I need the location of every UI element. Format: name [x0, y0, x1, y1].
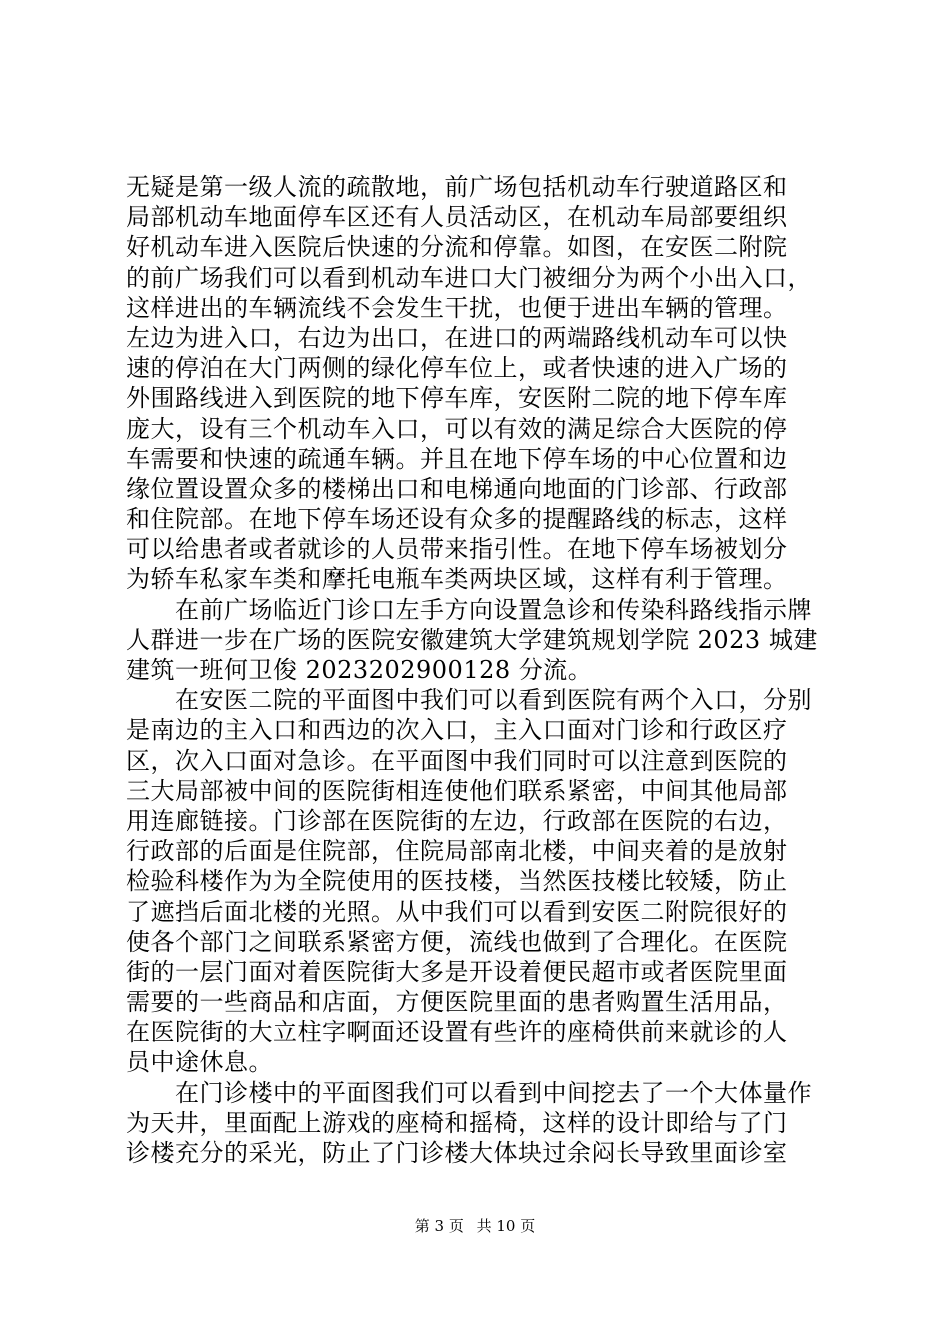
- text-line: 可以给患者或者就诊的人员带来指引性。在地下停车场被划分: [126, 535, 788, 564]
- text-line: 用连廊链接。门诊部在医院街的左边，行政部在医院的右边，: [126, 806, 788, 835]
- text-line: 庞大，设有三个机动车入口，可以有效的满足综合大医院的停: [126, 414, 788, 443]
- text-line: 区，次入口面对急诊。在平面图中我们同时可以注意到医院的: [126, 746, 788, 775]
- text-line: 在安医二院的平面图中我们可以看到医院有两个入口，分别: [126, 686, 812, 715]
- text-line: 员中途休息。: [126, 1048, 273, 1077]
- text-line: 局部机动车地面停车区还有人员活动区，在机动车局部要组织: [126, 203, 788, 232]
- text-line: 的前广场我们可以看到机动车进口大门被细分为两个小出入口，: [126, 263, 812, 292]
- text-line: 为轿车私家车类和摩托电瓶车类两块区域，这样有利于管理。: [126, 565, 788, 594]
- text-line: 街的一层门面对着医院街大多是开设着便民超市或者医院里面: [126, 957, 788, 986]
- text-line: 在门诊楼中的平面图我们可以看到中间挖去了一个大体量作: [126, 1078, 812, 1107]
- page-footer: [0, 1216, 950, 1236]
- body-text: [126, 172, 828, 1168]
- page-total: 共 10 页: [476, 1217, 536, 1235]
- text-line: 需要的一些商品和店面，方便医院里面的患者购置生活用品，: [126, 988, 788, 1017]
- text-line: 在医院街的大立柱字啊面还设置有些许的座椅供前来就诊的人: [126, 1018, 788, 1047]
- text-line: 缘位置设置众多的楼梯出口和电梯通向地面的门诊部、行政部: [126, 474, 788, 503]
- text-line: 了遮挡后面北楼的光照。从中我们可以看到安医二附院很好的: [126, 897, 788, 926]
- text-line: 建筑一班何卫俊 2023202900128 分流。: [126, 656, 593, 684]
- text-line: 使各个部门之间联系紧密方便，流线也做到了合理化。在医院: [126, 927, 788, 956]
- text-line: 是南边的主入口和西边的次入口，主入口面对门诊和行政区疗: [126, 716, 788, 745]
- text-line: 这样进出的车辆流线不会发生干扰，也便于进出车辆的管理。: [126, 293, 788, 322]
- text-line: 行政部的后面是住院部，住院局部南北楼，中间夹着的是放射: [126, 837, 788, 866]
- text-line: 外围路线进入到医院的地下停车库，安医附二院的地下停车库: [126, 384, 788, 413]
- text-line: 左边为进入口，右边为出口，在进口的两端路线机动车可以快: [126, 323, 788, 352]
- text-line: 检验科楼作为为全院使用的医技楼，当然医技楼比较矮，防止: [126, 867, 788, 896]
- text-line: 诊楼充分的采光，防止了门诊楼大体块过余闷长导致里面诊室: [126, 1139, 788, 1167]
- text-line: 和住院部。在地下停车场还设有众多的提醒路线的标志，这样: [126, 505, 788, 534]
- text-line: 速的停泊在大门两侧的绿化停车位上，或者快速的进入广场的: [126, 354, 788, 383]
- text-line: 车需要和快速的疏通车辆。并且在地下停车场的中心位置和边: [126, 444, 788, 473]
- text-line: 无疑是第一级人流的疏散地，前广场包括机动车行驶道路区和: [126, 173, 788, 201]
- page-number: 第 3 页: [414, 1217, 464, 1235]
- text-line: 三大局部被中间的医院街相连使他们联系紧密，中间其他局部: [126, 776, 788, 805]
- text-line: 好机动车进入医院后快速的分流和停靠。如图，在安医二附院: [126, 233, 788, 262]
- text-line: 为天井，里面配上游戏的座椅和摇椅，这样的设计即给与了门: [126, 1108, 788, 1137]
- text-line: 人群进一步在广场的医院安徽建筑大学建筑规划学院 2023 城建: [126, 625, 818, 654]
- text-line: 在前广场临近门诊口左手方向设置急诊和传染科路线指示牌: [126, 595, 812, 624]
